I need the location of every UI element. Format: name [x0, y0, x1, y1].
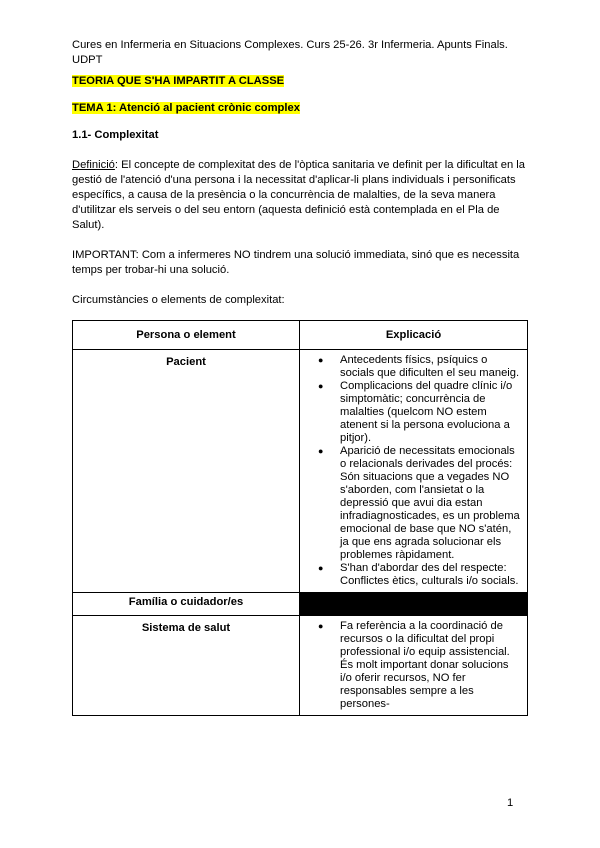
running-header [72, 38, 528, 68]
complexity-table [72, 320, 528, 716]
list-item: ● S'han d'abordar des del respecte: Conflictes ètics, culturals i/o socials. [340, 562, 521, 588]
list-item: ● Aparició de necessitats emocionals o relacionals derivades del procés: Són situacions que a vegades NO s'aborden, com l'ansietat o la depressió que avui dia estan infradiagnosticades, es un problema emocional de base que NO s'atén, ja que ens agrada solucionar els problemes ràpidament. [340, 445, 521, 562]
definition-label: Definició [72, 159, 115, 171]
definition-text: : El concepte de complexitat des de l'òptica sanitaria ve definit per la dificultat en la gestió de l'atenció d'una persona i la necessitat d'aplicar-li plans individuals i personificats específics, a causa de la presència o la concurrència de malalties, de la seva manera d'utilitzar els serveis o del seu entorn (aquesta definició està contemplada en el Pla de Salut). [72, 159, 525, 231]
bullet-list [306, 354, 521, 588]
bullet-list [306, 620, 521, 711]
circumstances-intro: Circumstàncies o elements de complexitat: [72, 294, 285, 306]
definition-paragraph [72, 158, 528, 233]
row-explanation-sistema-salut [300, 616, 528, 716]
table-row [73, 616, 528, 716]
row-element-familia: Família o cuidador/es [73, 593, 300, 616]
header-line-2: UDPT [72, 54, 103, 66]
row-element-pacient: Pacient [73, 350, 300, 593]
section-heading-text: TEORIA QUE S'HA IMPARTIT A CLASSE [72, 75, 285, 87]
subsection-heading: 1.1- Complexitat [72, 129, 159, 141]
column-header-element: Persona o element [73, 321, 300, 350]
topic-heading-text: TEMA 1: Atenció al pacient crònic complex [72, 102, 300, 114]
row-explanation-pacient [300, 350, 528, 593]
page-number: 1 [507, 797, 514, 809]
table-row [73, 350, 528, 593]
row-element-sistema-salut: Sistema de salut [73, 616, 300, 716]
document-page [72, 38, 528, 308]
list-item: ● Complicacions del quadre clínic i/o simptomàtic; concurrència de malalties (quelcom NO estem atenent si la persona evoluciona a pitjor). [340, 380, 521, 445]
column-header-explanation: Explicació [300, 321, 528, 350]
table-header-row [73, 321, 528, 350]
topic-heading [72, 101, 528, 116]
section-heading [72, 74, 528, 89]
row-explanation-familia-blacked-out [300, 593, 528, 616]
list-item: ● Antecedents físics, psíquics o socials que dificulten el seu maneig. [340, 354, 521, 380]
list-item: ● Fa referència a la coordinació de recursos o la dificultat del propi professional i/o equip assistencial. És molt important donar solucions i/o oferir recursos, NO fer responsables sempre a les persones- [340, 620, 521, 711]
table-row [73, 593, 528, 616]
header-line-1: Cures en Infermeria en Situacions Complexes. Curs 25-26. 3r Infermeria. Apunts Finals. [72, 39, 508, 51]
important-note: IMPORTANT: Com a infermeres NO tindrem una solució immediata, sinó que es necessita temps per trobar-hi una solució. [72, 249, 520, 276]
